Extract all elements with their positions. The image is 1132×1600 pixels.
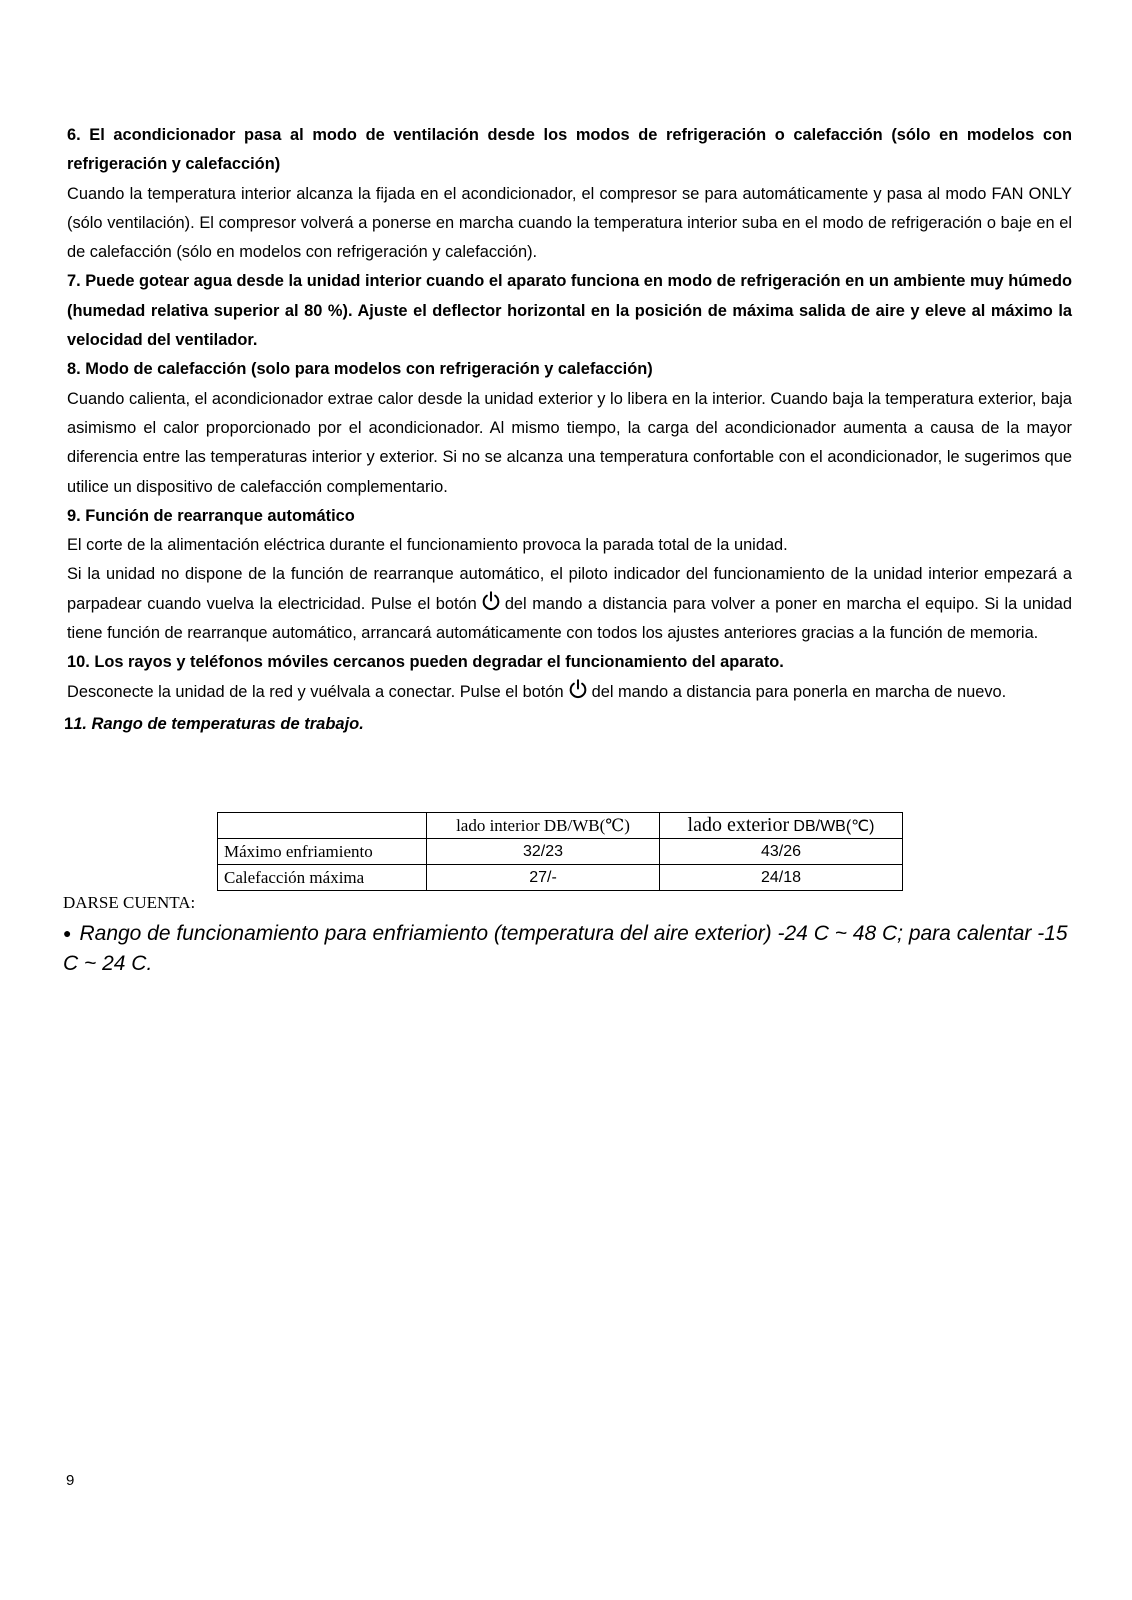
section-6-title: 6. El acondicionador pasa al modo de ventilación desde los modos de refrigeración o calefacción (sólo en modelos con refrigeración y calefacción) [67, 126, 1072, 174]
table-header-row [218, 813, 903, 839]
page-number: 9 [66, 1472, 75, 1489]
section-8-title: 8. Modo de calefacción (solo para modelos con refrigeración y calefacción) [67, 360, 653, 379]
document-body [64, 121, 1072, 737]
section-8-body: Cuando calienta, el acondicionador extrae calor desde la unidad exterior y lo libera en la interior. Cuando baja la temperatura exterior, baja asimismo el calor proporcionado por el acondicionador. Al mismo tiempo, la carga del acondicionador aumenta a causa de la mayor diferencia entre las temperaturas interior y exterior. Si no se alcanza una temperatura confortable con el acondicionador, le sugerimos que utilice un dispositivo de calefacción complementario. [67, 389, 1072, 496]
section-9-body-2 [67, 560, 1072, 648]
section-9-body-1: El corte de la alimentación eléctrica durante el funcionamiento provoca la parada total de la unidad. [67, 536, 788, 555]
table-header-outdoor-unit: DB/WB(℃) [793, 818, 875, 835]
section-10-title: 10. Los rayos y teléfonos móviles cercanos pueden degradar el funcionamiento del aparato. [67, 653, 784, 672]
section-10-body-a: Desconecte la unidad de la red y vuélvala a conectar. Pulse el botón [67, 682, 564, 701]
section-11-title [64, 711, 1072, 737]
table-cell: 24/18 [660, 865, 903, 891]
table-row [218, 865, 903, 891]
table-row [218, 839, 903, 865]
table-header-cell [218, 813, 427, 839]
table-header-cell: lado interior DB/WB(℃) [427, 813, 660, 839]
table-cell: Máximo enfriamiento [218, 839, 427, 865]
temperature-range-table [217, 812, 903, 891]
section-6-body: Cuando la temperatura interior alcanza la fijada en el acondicionador, el compresor se para automáticamente y pasa al modo FAN ONLY (sólo ventilación). El compresor volverá a ponerse en marcha cuando la temperatura interior suba en el modo de refrigeración o baje en el de calefacción (sólo en modelos con refrigeración y calefacción). [67, 184, 1072, 262]
section-11-title-num: 1 [64, 714, 74, 733]
note-bullet [63, 918, 1073, 979]
table-cell: 43/26 [660, 839, 903, 865]
power-icon [567, 678, 589, 700]
section-10-body-b: del mando a distancia para ponerla en marcha de nuevo. [591, 682, 1007, 701]
section-9-title: 9. Función de rearranque automático [67, 506, 355, 525]
power-icon [480, 590, 502, 612]
table-header-cell [660, 813, 903, 839]
section-9-body-2a: Si la unidad no dispone de la función de rearranque automático, el piloto indicador del funcionamiento de la unidad interior empezará a parpadear cuando vuelva la electricidad. Pulse el botón [67, 565, 1072, 613]
section-11-title-rest: 1. Rango de temperaturas de trabajo. [73, 714, 364, 733]
table-cell: 32/23 [427, 839, 660, 865]
section-10-body [67, 678, 1072, 707]
note-bullet-text: Rango de funcionamiento para enfriamiento (temperatura del aire exterior) -24 C ~ 48 C; para calentar -15 C ~ 24 C. [63, 922, 1068, 975]
bullet-icon: ● [63, 925, 72, 941]
section-9-body-2b: del mando a distancia para volver a poner en marcha el equipo. Si la unidad tiene función de rearranque automático, arrancará automáticamente con todos los ajustes anteriores gracias a la función de memoria. [67, 594, 1072, 643]
note-label: DARSE CUENTA: [63, 893, 196, 912]
table-header-outdoor: lado exterior [687, 814, 790, 836]
table-cell: Calefacción máxima [218, 865, 427, 891]
section-7-title: 7. Puede gotear agua desde la unidad interior cuando el aparato funciona en modo de refrigeración en un ambiente muy húmedo (humedad relativa superior al 80 %). Ajuste el deflector horizontal en la posición de máxima salida de aire y eleve al máximo la velocidad del ventilador. [67, 272, 1072, 350]
table-cell: 27/- [427, 865, 660, 891]
